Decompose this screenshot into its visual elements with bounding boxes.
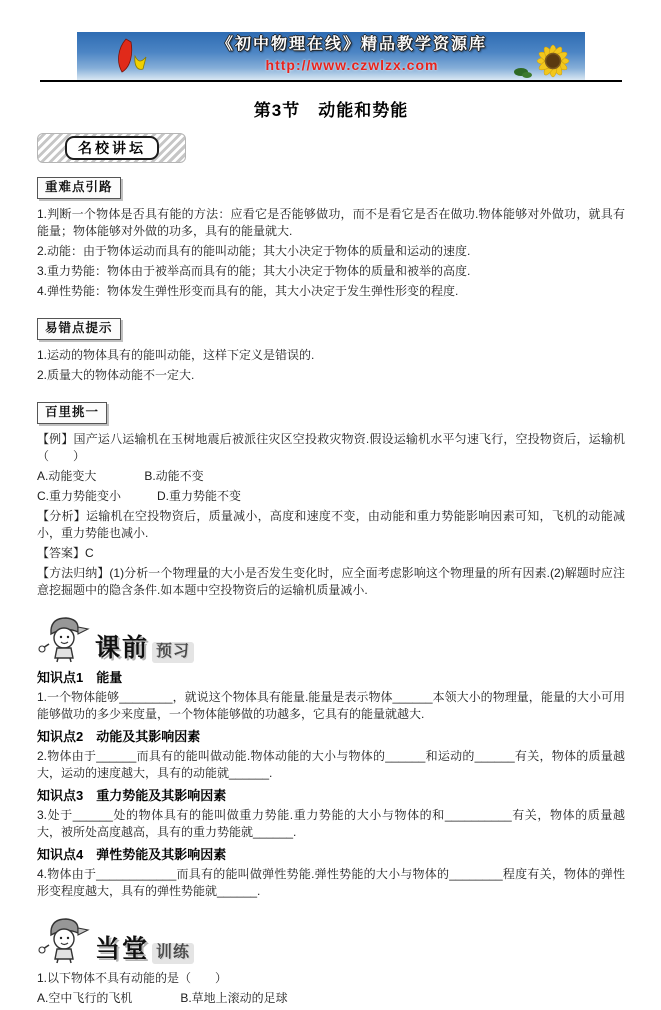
mingxiao-jiangtan-badge bbox=[37, 133, 186, 163]
error-tip-item: 1.运动的物体具有的能叫动能，这样下定义是错误的. bbox=[37, 348, 315, 362]
training-question: 1.以下物体不具有动能的是（ ） bbox=[37, 971, 228, 985]
training-badge-label-main: 当堂 bbox=[95, 935, 150, 963]
site-title: 《初中物理在线》精品教学资源库 bbox=[216, 36, 487, 53]
training-badge-label-sub: 训练 bbox=[152, 943, 194, 964]
preview-section-badge bbox=[37, 611, 625, 663]
example-method: 【方法归纳】(1)分析一个物理量的大小是否发生变化时，应全面考虑影响这个物理量的所有因素.(2)解题时应注意挖掘题中的隐含条件.如本题中空投物资后的运输机质量减小. bbox=[37, 566, 625, 597]
site-logo-icon bbox=[109, 36, 153, 78]
header-divider bbox=[40, 80, 622, 82]
training-section-badge bbox=[37, 912, 625, 964]
site-banner bbox=[77, 32, 585, 80]
knowledge-point-text: 3.处于______处的物体具有的能叫做重力势能.重力势能的大小与物体的和__________有关，物体的质量越大，被所处高度越高，具有的重力势能就______. bbox=[37, 808, 625, 839]
key-point-item: 2.动能：由于物体运动而具有的能叫动能；其大小决定于物体的质量和运动的速度. bbox=[37, 244, 471, 258]
knowledge-point-heading: 知识点4 弹性势能及其影响因素 bbox=[37, 847, 227, 862]
example-question: 【例】国产运八运输机在玉树地震后被派往灾区空投救灾物资.假设运输机水平匀速飞行，空投物资后，运输机（ ） bbox=[37, 432, 625, 463]
error-tips-heading: 易错点提示 bbox=[37, 318, 121, 340]
key-points-heading: 重难点引路 bbox=[37, 177, 121, 199]
knowledge-point-heading: 知识点1 能量 bbox=[37, 670, 123, 685]
knowledge-point-text: 2.物体由于______而具有的能叫做动能.物体动能的大小与物体的______和运动的______有关，物体的质量越大，运动的速度越大，具有的动能就______. bbox=[37, 749, 625, 780]
document-content bbox=[37, 98, 625, 1010]
knowledge-point-text: 1.一个物体能够________，就说这个物体具有能量.能量是表示物体______本领大小的物理量，能量的大小可用能够做功的多少来度量，一个物体能够做的功越多，它具有的能量就越大. bbox=[37, 690, 625, 721]
knowledge-point-heading: 知识点3 重力势能及其影响因素 bbox=[37, 788, 227, 803]
training-question-options: A.空中飞行的飞机 B.草地上滚动的足球 bbox=[37, 991, 288, 1005]
cartoon-kid-icon bbox=[37, 613, 91, 663]
key-point-item: 4.弹性势能：物体发生弹性形变而具有的能，其大小决定于发生弹性形变的程度. bbox=[37, 284, 459, 298]
example-section-heading: 百里挑一 bbox=[37, 402, 107, 424]
knowledge-point-heading: 知识点2 动能及其影响因素 bbox=[37, 729, 201, 744]
error-tip-item: 2.质量大的物体动能不一定大. bbox=[37, 368, 195, 382]
mingxiao-jiangtan-label: 名校讲坛 bbox=[65, 136, 159, 160]
example-options-row: C.重力势能变小 D.重力势能不变 bbox=[37, 489, 242, 503]
key-point-item: 1.判断一个物体是否具有能的方法：应看它是否能够做功，而不是看它是否在做功.物体能够对外做功，就具有能量；物体能够对外做的功多，具有的能量就大. bbox=[37, 207, 625, 238]
preview-badge-label-main: 课前 bbox=[95, 634, 150, 662]
cartoon-kid-icon bbox=[37, 914, 91, 964]
key-point-item: 3.重力势能：物体由于被举高而具有的能；其大小决定于物体的质量和被举的高度. bbox=[37, 264, 471, 278]
page-title: 第3节 动能和势能 bbox=[253, 101, 409, 120]
example-answer: 【答案】C bbox=[37, 546, 94, 560]
example-analysis: 【分析】运输机在空投物资后，质量减小，高度和速度不变，由动能和重力势能影响因素可知，飞机的动能减小，重力势能也减小. bbox=[37, 509, 625, 540]
preview-badge-label-sub: 预习 bbox=[152, 642, 194, 663]
knowledge-point-text: 4.物体由于____________而具有的能叫做弹性势能.弹性势能的大小与物体的________程度有关，物体的弹性形变程度越大，具有的弹性势能就______. bbox=[37, 867, 625, 898]
site-url-link[interactable]: http://www.czwlzx.com bbox=[265, 57, 439, 73]
example-options-row: A.动能变大 B.动能不变 bbox=[37, 469, 204, 483]
sunflower-icon bbox=[513, 42, 583, 80]
